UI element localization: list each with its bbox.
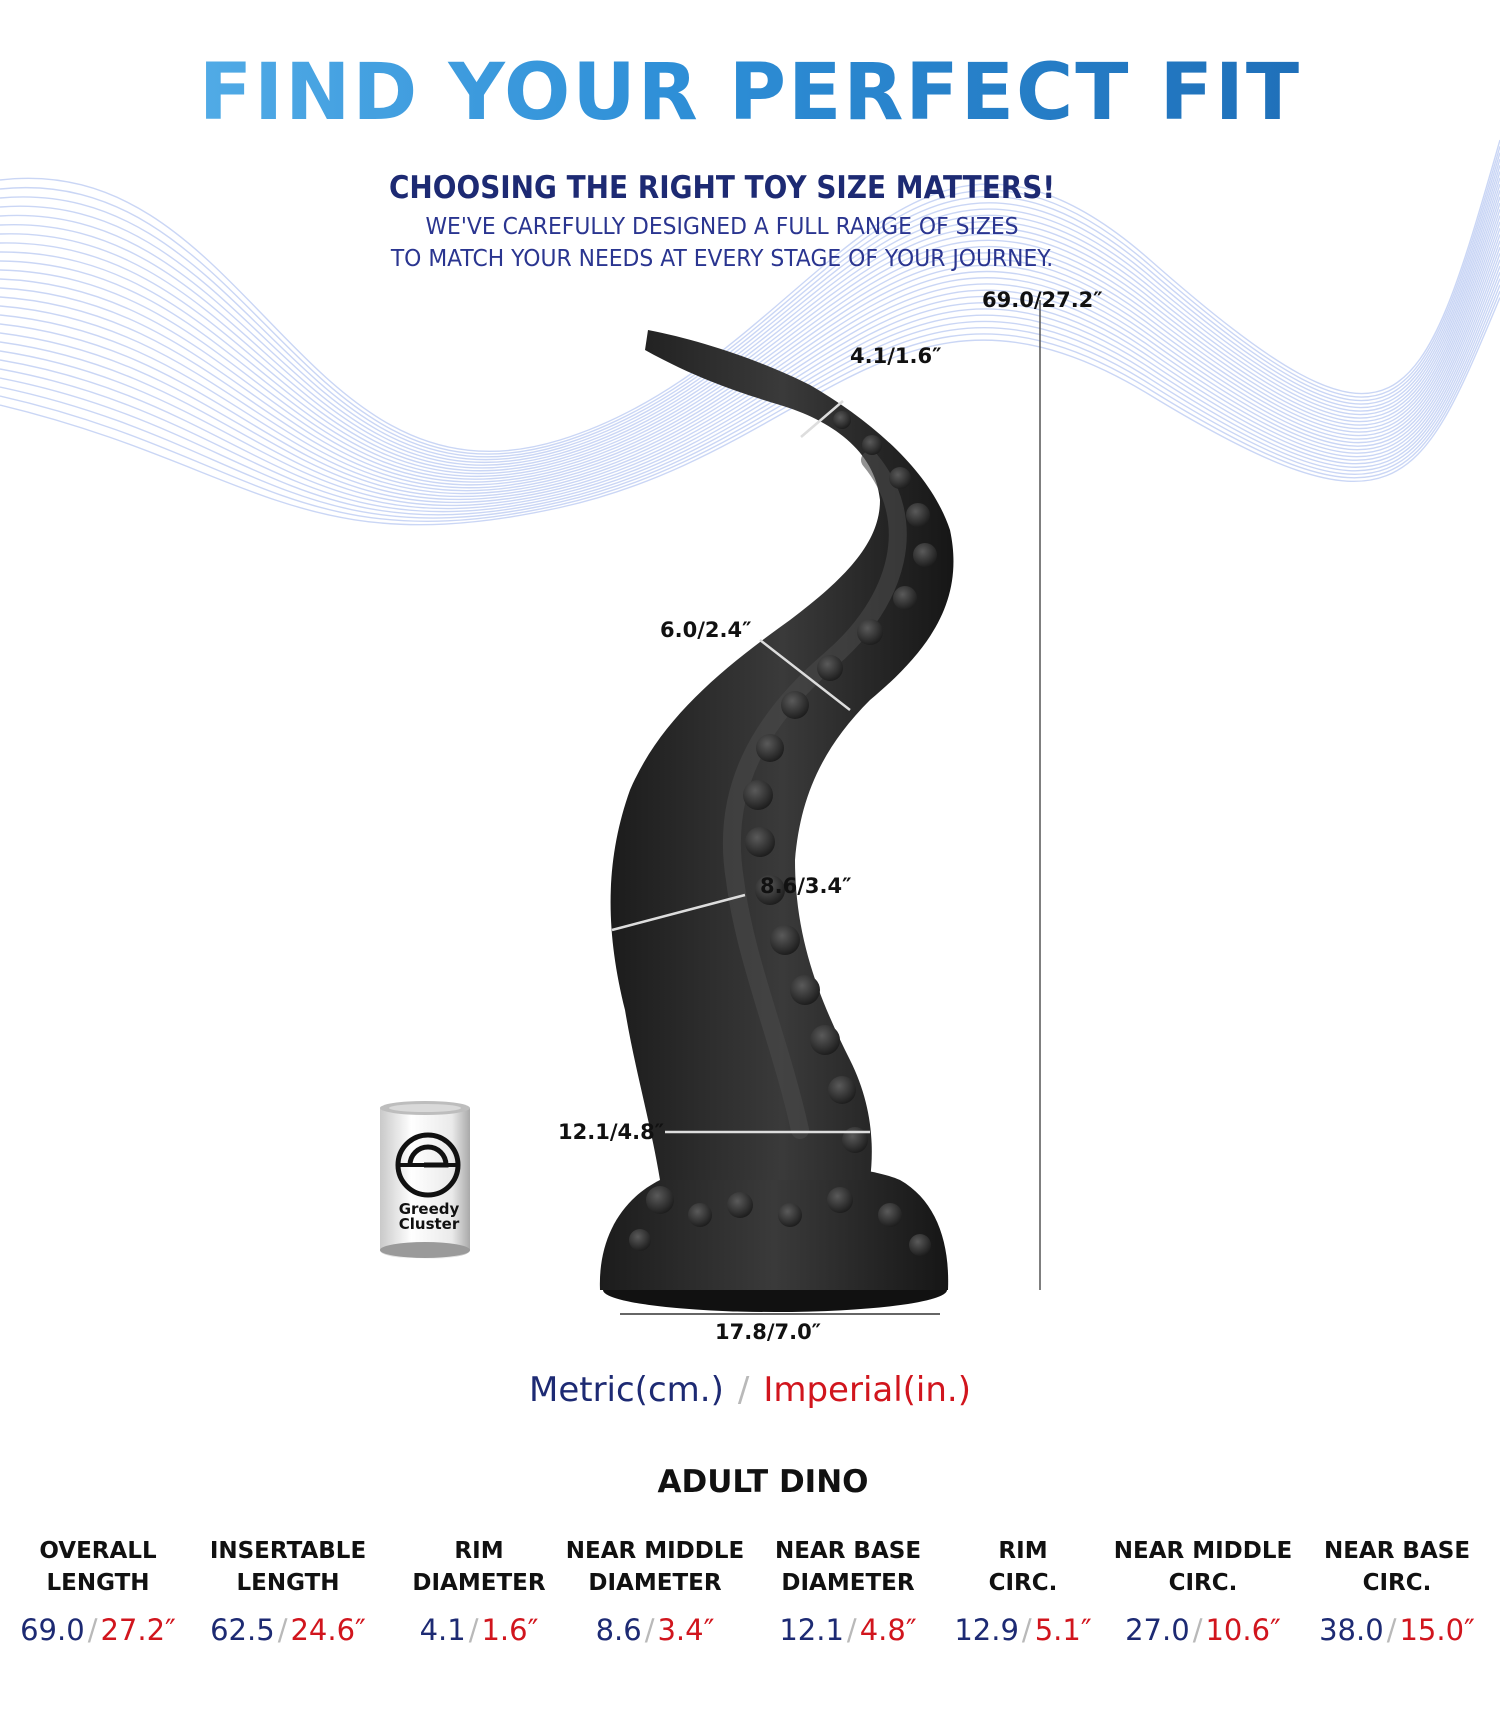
imperial-legend: Imperial(in.) bbox=[763, 1370, 971, 1410]
texture-bump bbox=[743, 780, 773, 810]
spec-metric: 12.1 bbox=[779, 1613, 844, 1647]
middle-diameter-label: 8.6/3.4″ bbox=[760, 874, 852, 898]
tentacle-base bbox=[600, 1164, 948, 1290]
spec-rim-diameter bbox=[384, 1535, 574, 1647]
spec-metric: 38.0 bbox=[1319, 1613, 1384, 1647]
unit-legend bbox=[0, 1370, 1500, 1410]
tip-diameter-label: 4.1/1.6″ bbox=[850, 344, 942, 368]
spec-imperial: 5.1″ bbox=[1034, 1613, 1092, 1647]
tentacle-product-image bbox=[0, 290, 1500, 1350]
texture-bump bbox=[857, 619, 883, 645]
texture-bump bbox=[781, 691, 809, 719]
spec-value bbox=[384, 1613, 574, 1647]
texture-bump bbox=[827, 1187, 853, 1213]
spec-imperial: 15.0″ bbox=[1399, 1613, 1475, 1647]
spec-rim-circ bbox=[928, 1535, 1118, 1647]
spec-insertable-length bbox=[193, 1535, 383, 1647]
size-comparison-can bbox=[380, 1101, 470, 1259]
base-width-label: 17.8/7.0″ bbox=[715, 1320, 822, 1344]
spec-label: RIM DIAMETER bbox=[412, 1538, 546, 1596]
spec-label: NEAR MIDDLE DIAMETER bbox=[565, 1538, 745, 1596]
metric-legend: Metric(cm.) bbox=[528, 1370, 724, 1410]
spec-table bbox=[0, 1535, 1500, 1685]
texture-bump bbox=[817, 655, 843, 681]
spec-sep: / bbox=[1021, 1613, 1032, 1647]
texture-bump bbox=[862, 435, 882, 455]
spec-label: NEAR BASE DIAMETER bbox=[774, 1538, 922, 1596]
spec-value bbox=[560, 1613, 750, 1647]
texture-bump bbox=[878, 1203, 902, 1227]
spec-sep: / bbox=[87, 1613, 98, 1647]
spec-label: RIM CIRC. bbox=[988, 1538, 1058, 1596]
texture-bump bbox=[889, 467, 911, 489]
can-brand-line-1: Greedy bbox=[398, 1200, 460, 1218]
spec-metric: 4.1 bbox=[419, 1613, 466, 1647]
spec-near-base-circ bbox=[1302, 1535, 1492, 1647]
spec-label: OVERALL LENGTH bbox=[39, 1538, 157, 1596]
texture-bump bbox=[745, 827, 775, 857]
texture-bump bbox=[909, 1234, 931, 1256]
texture-bump bbox=[756, 734, 784, 762]
texture-bump bbox=[770, 925, 800, 955]
spec-near-middle-circ bbox=[1108, 1535, 1298, 1647]
texture-bump bbox=[913, 543, 937, 567]
spec-metric: 8.6 bbox=[595, 1613, 642, 1647]
description-line-2: TO MATCH YOUR NEEDS AT EVERY STAGE OF YOUR JOURNEY. bbox=[390, 246, 1054, 272]
spec-value bbox=[753, 1613, 943, 1647]
spec-metric: 62.5 bbox=[210, 1613, 275, 1647]
spec-sep: / bbox=[1386, 1613, 1397, 1647]
spec-near-base-diameter bbox=[753, 1535, 943, 1647]
spec-value bbox=[1108, 1613, 1298, 1647]
spec-label: NEAR MIDDLE CIRC. bbox=[1113, 1538, 1293, 1596]
upper-diameter-label: 6.0/2.4″ bbox=[660, 618, 752, 642]
spec-metric: 69.0 bbox=[20, 1613, 85, 1647]
spec-value bbox=[928, 1613, 1118, 1647]
spec-metric: 27.0 bbox=[1125, 1613, 1190, 1647]
product-figure bbox=[0, 290, 1500, 1350]
spec-sep: / bbox=[1192, 1613, 1203, 1647]
spec-imperial: 27.2″ bbox=[100, 1613, 176, 1647]
texture-bump bbox=[833, 411, 851, 429]
spec-value bbox=[1302, 1613, 1492, 1647]
spec-imperial: 3.4″ bbox=[657, 1613, 715, 1647]
page-title: FIND YOUR PERFECT FIT bbox=[0, 48, 1500, 138]
subtitle: CHOOSING THE RIGHT TOY SIZE MATTERS! bbox=[388, 170, 1056, 206]
spec-value bbox=[193, 1613, 383, 1647]
can-brand-label bbox=[392, 1202, 466, 1232]
texture-bump bbox=[810, 1025, 840, 1055]
product-name: ADULT DINO bbox=[657, 1464, 869, 1500]
texture-bump bbox=[727, 1192, 753, 1218]
description-line-1: WE'VE CAREFULLY DESIGNED A FULL RANGE OF SIZES bbox=[425, 214, 1019, 240]
spec-imperial: 1.6″ bbox=[481, 1613, 539, 1647]
spec-imperial: 10.6″ bbox=[1205, 1613, 1281, 1647]
texture-bump bbox=[646, 1186, 674, 1214]
spec-sep: / bbox=[277, 1613, 288, 1647]
texture-bump bbox=[828, 1076, 856, 1104]
spec-overall-length bbox=[3, 1535, 193, 1647]
overall-length-label: 69.0/27.2″ bbox=[982, 288, 1103, 312]
spec-sep: / bbox=[846, 1613, 857, 1647]
spec-label: INSERTABLE LENGTH bbox=[209, 1538, 367, 1596]
can-brand-line-2: Cluster bbox=[398, 1215, 460, 1233]
spec-near-middle-diameter bbox=[560, 1535, 750, 1647]
texture-bump bbox=[778, 1203, 802, 1227]
texture-bump bbox=[688, 1203, 712, 1227]
spec-sep: / bbox=[644, 1613, 655, 1647]
spec-sep: / bbox=[468, 1613, 479, 1647]
spec-imperial: 24.6″ bbox=[290, 1613, 366, 1647]
spec-value bbox=[3, 1613, 193, 1647]
spec-metric: 12.9 bbox=[954, 1613, 1019, 1647]
legend-separator: / bbox=[737, 1370, 750, 1410]
texture-bump bbox=[893, 586, 917, 610]
texture-bump bbox=[629, 1229, 651, 1251]
texture-bump bbox=[790, 975, 820, 1005]
texture-bump bbox=[906, 503, 930, 527]
spec-imperial: 4.8″ bbox=[859, 1613, 917, 1647]
base-diameter-label: 12.1/4.8″ bbox=[558, 1120, 665, 1144]
spec-label: NEAR BASE CIRC. bbox=[1323, 1538, 1471, 1596]
